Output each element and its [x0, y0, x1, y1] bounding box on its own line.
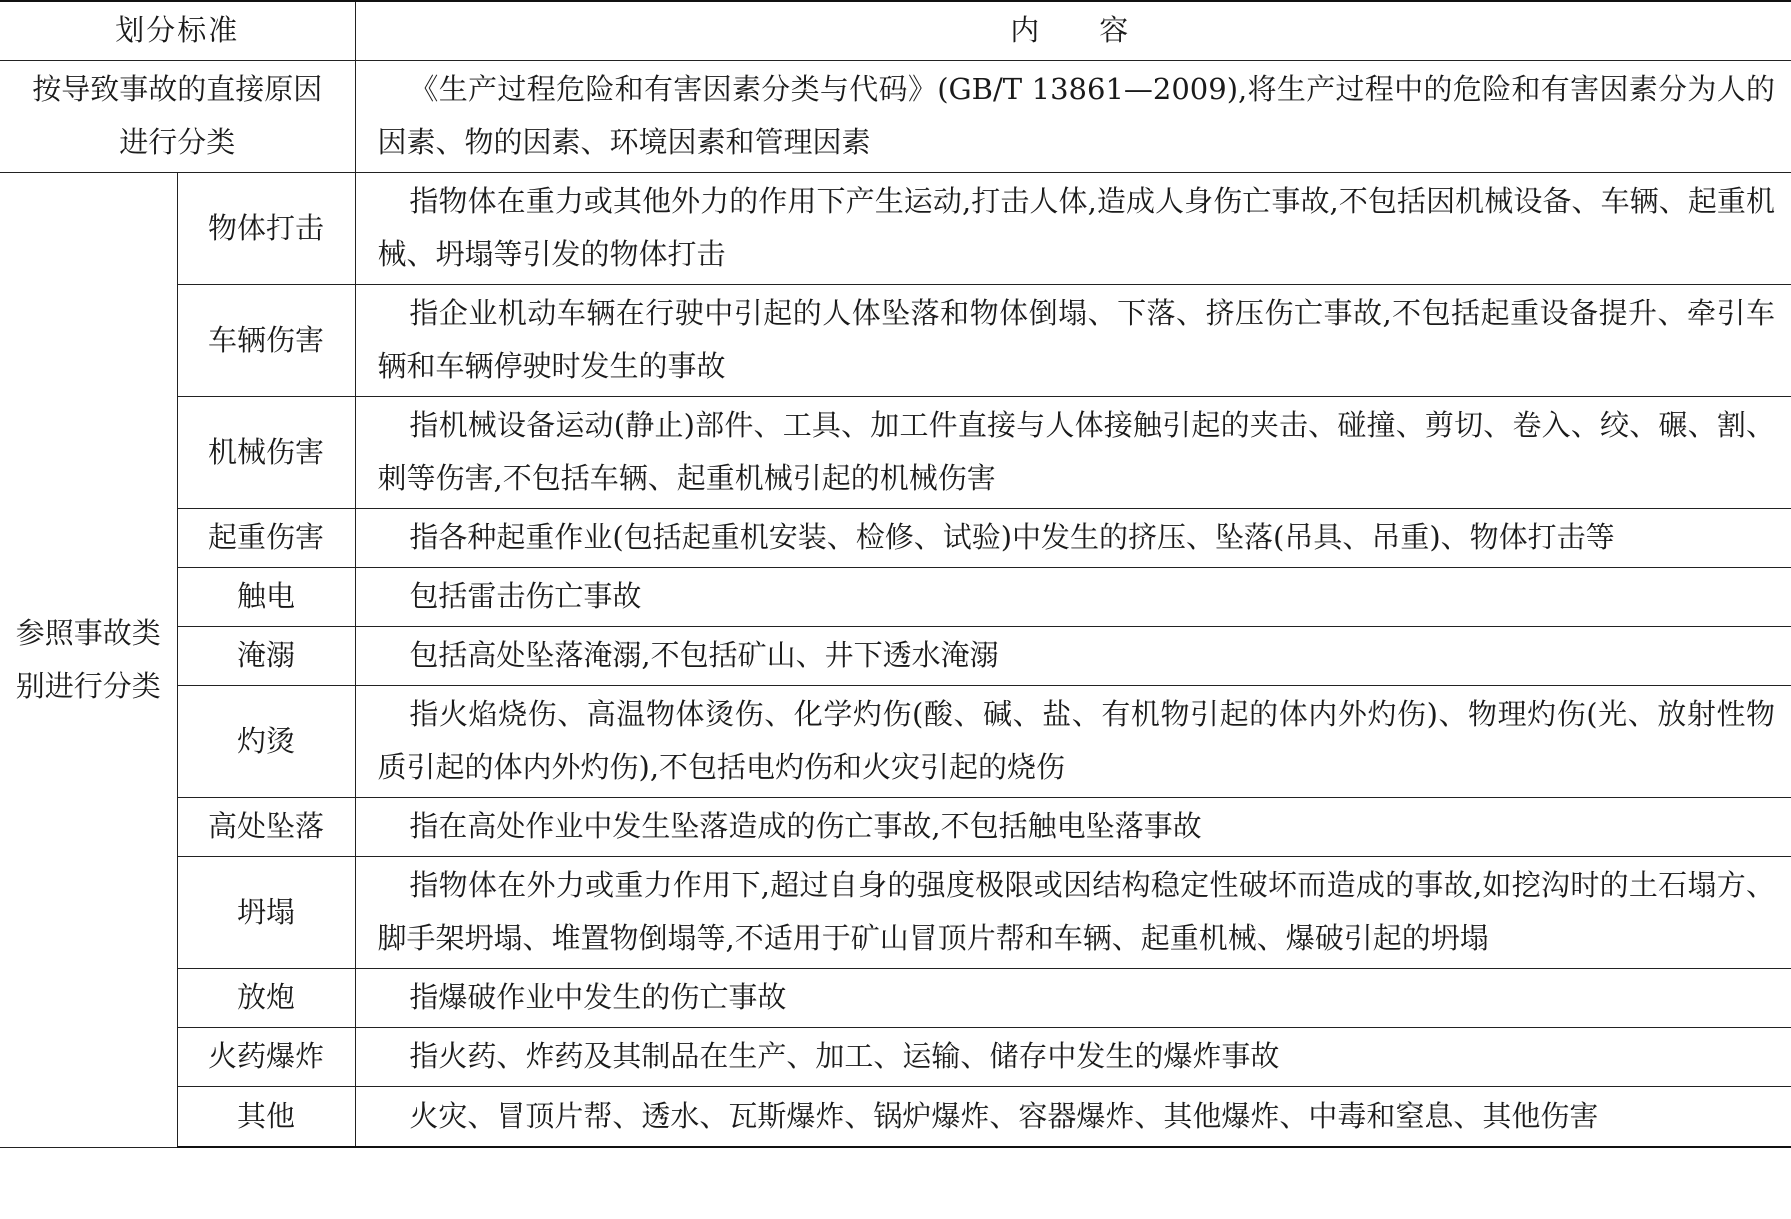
- category-description: 火灾、冒顶片帮、透水、瓦斯爆炸、锅炉爆炸、容器爆炸、其他爆炸、中毒和窒息、其他伤害: [355, 1086, 1791, 1147]
- category-label: 触电: [177, 567, 355, 626]
- category-description: 指火焰烧伤、高温物体烫伤、化学灼伤(酸、碱、盐、有机物引起的体内外灼伤)、物理灼伤(光、放射性物质引起的体内外灼伤),不包括电灼伤和火灾引起的烧伤: [355, 685, 1791, 797]
- header-content: 内容: [355, 1, 1791, 60]
- accident-type-criterion: 参照事故类别进行分类: [0, 172, 177, 1147]
- table-row: [0, 856, 1791, 968]
- direct-cause-content: 《生产过程危险和有害因素分类与代码》(GB/T 13861—2009),将生产过程中的危险和有害因素分为人的因素、物的因素、环境因素和管理因素: [355, 60, 1791, 172]
- table-row: [0, 567, 1791, 626]
- category-label: 车辆伤害: [177, 284, 355, 396]
- category-description: 包括高处坠落淹溺,不包括矿山、井下透水淹溺: [355, 626, 1791, 685]
- table-row: [0, 1027, 1791, 1086]
- category-description: 指机械设备运动(静止)部件、工具、加工件直接与人体接触引起的夹击、碰撞、剪切、卷入、绞、碾、割、刺等伤害,不包括车辆、起重机械引起的机械伤害: [355, 396, 1791, 508]
- category-label: 灼烫: [177, 685, 355, 797]
- category-label: 物体打击: [177, 172, 355, 284]
- category-description: 指物体在外力或重力作用下,超过自身的强度极限或因结构稳定性破坏而造成的事故,如挖沟时的土石塌方、脚手架坍塌、堆置物倒塌等,不适用于矿山冒顶片帮和车辆、起重机械、爆破引起的坍塌: [355, 856, 1791, 968]
- category-description: 指爆破作业中发生的伤亡事故: [355, 968, 1791, 1027]
- table-row: [0, 1086, 1791, 1147]
- table-row: [0, 172, 1791, 284]
- direct-cause-row: [0, 60, 1791, 172]
- category-description: 指火药、炸药及其制品在生产、加工、运输、储存中发生的爆炸事故: [355, 1027, 1791, 1086]
- table-row: [0, 968, 1791, 1027]
- table-row: [0, 508, 1791, 567]
- category-label: 放炮: [177, 968, 355, 1027]
- header-row: [0, 1, 1791, 60]
- direct-cause-criterion: 按导致事故的直接原因进行分类: [0, 60, 355, 172]
- category-label: 坍塌: [177, 856, 355, 968]
- category-description: 指企业机动车辆在行驶中引起的人体坠落和物体倒塌、下落、挤压伤亡事故,不包括起重设备提升、牵引车辆和车辆停驶时发生的事故: [355, 284, 1791, 396]
- category-description: 指各种起重作业(包括起重机安装、检修、试验)中发生的挤压、坠落(吊具、吊重)、物体打击等: [355, 508, 1791, 567]
- table-row: [0, 626, 1791, 685]
- table-row: [0, 284, 1791, 396]
- table-row: [0, 685, 1791, 797]
- header-criterion: 划分标准: [0, 1, 355, 60]
- category-label: 机械伤害: [177, 396, 355, 508]
- category-description: 包括雷击伤亡事故: [355, 567, 1791, 626]
- category-description: 指物体在重力或其他外力的作用下产生运动,打击人体,造成人身伤亡事故,不包括因机械设备、车辆、起重机械、坍塌等引发的物体打击: [355, 172, 1791, 284]
- table-row: [0, 396, 1791, 508]
- category-label: 高处坠落: [177, 797, 355, 856]
- category-label: 淹溺: [177, 626, 355, 685]
- category-label: 起重伤害: [177, 508, 355, 567]
- table-row: [0, 797, 1791, 856]
- category-description: 指在高处作业中发生坠落造成的伤亡事故,不包括触电坠落事故: [355, 797, 1791, 856]
- category-label: 火药爆炸: [177, 1027, 355, 1086]
- category-label: 其他: [177, 1086, 355, 1147]
